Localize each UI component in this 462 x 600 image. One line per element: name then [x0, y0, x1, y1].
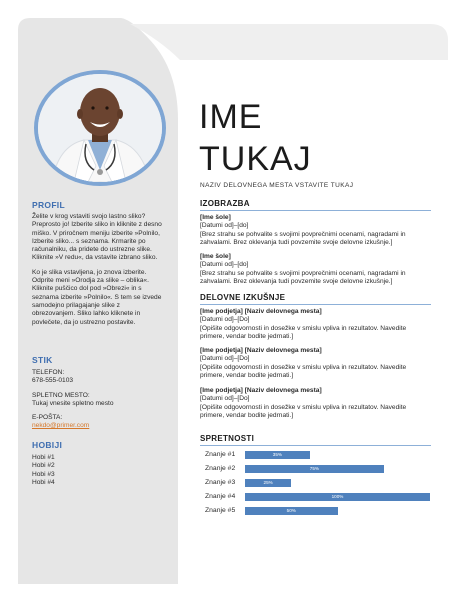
header-shape [130, 24, 448, 60]
skill-row [200, 464, 432, 476]
skill-label: Znanje #5 [205, 507, 236, 514]
skills-heading: SPRETNOSTI [200, 434, 431, 446]
profile-paragraph-2: Ko je slika vstavljena, jo znova izberite. Odprite meni »Orodja za slike – oblika«. Kliknite puščico dol pod »Obrezi« in s seznama izberite »Polnilo«. S tem se izvede samodejno prilagajanje slike z obrezovanjem. Sliko lahko kliknete in povlečete, da jo ustrezno postavite. [32, 268, 162, 326]
experience-entry [200, 347, 432, 380]
profile-photo [38, 74, 162, 182]
skill-percent: 50% [286, 508, 296, 513]
job-company-title: [Ime podjetja] [Naziv delovnega mesta] [200, 347, 322, 354]
school-description: [Brez strahu se pohvalite s svojimi povprečnimi ocenami, nagradami in zahvalami. Brez oklevanja tudi povzemite svoje delovne izkušnje.] [200, 269, 406, 285]
website-value: Tukaj vnesite spletno mesto [32, 399, 114, 407]
education-entry [200, 253, 432, 286]
email-link[interactable]: nekdo@primer.com [32, 422, 90, 430]
skill-bar [245, 493, 430, 501]
contact-heading: STIK [32, 355, 53, 365]
job-dates: [Datumi od]–[Do] [200, 395, 250, 403]
skill-bar [245, 465, 384, 473]
skill-label: Znanje #1 [205, 451, 236, 458]
skill-percent: 35% [272, 452, 282, 457]
skill-bar [245, 479, 291, 487]
job-title: NAZIV DELOVNEGA MESTA VSTAVITE TUKAJ [200, 182, 354, 189]
skill-row [200, 450, 432, 462]
job-description: [Opišite odgovornosti in dosežke v smislu vpliva in rezultatov. Navedite primere, vendar bodite jedrnati.] [200, 363, 407, 379]
job-dates: [Datumi od]–[Do] [200, 316, 250, 324]
hobby-item: Hobi #3 [32, 470, 55, 478]
name-line-1: IME [199, 98, 263, 136]
phone-label: TELEFON: [32, 369, 65, 376]
person-illustration [38, 74, 162, 182]
job-description: [Opišite odgovornosti in dosežke v smislu vpliva in rezultatov. Navedite primere, vendar bodite jedrnati.] [200, 324, 407, 340]
skill-bar [245, 451, 310, 459]
hobby-item: Hobi #4 [32, 478, 55, 486]
job-dates: [Datumi od]–[Do] [200, 355, 250, 363]
skill-bar [245, 507, 338, 515]
experience-heading: DELOVNE IZKUŠNJE [200, 293, 431, 305]
website-label: SPLETNO MESTO: [32, 391, 90, 399]
hobbies-list [32, 454, 164, 487]
experience-entry [200, 308, 432, 341]
profile-text [32, 213, 164, 330]
skill-percent: 75% [309, 466, 319, 471]
education-entry [200, 214, 432, 247]
job-description: [Opišite odgovornosti in dosežke v smislu vpliva in rezultatov. Navedite primere, vendar bodite jedrnati.] [200, 403, 407, 419]
skill-label: Znanje #3 [205, 479, 236, 486]
hobby-item: Hobi #1 [32, 454, 55, 461]
skill-percent: 25% [263, 480, 273, 485]
skill-percent: 100% [331, 494, 344, 499]
email-label: E-POŠTA: [32, 414, 63, 422]
hobby-item: Hobi #2 [32, 462, 55, 470]
school-description: [Brez strahu se pohvalite s svojimi povprečnimi ocenami, nagradami in zahvalami. Brez oklevanja tudi povzemite svoje delovne izkušnje.] [200, 230, 406, 246]
skill-row [200, 478, 432, 490]
experience-entry [200, 387, 432, 420]
skill-label: Znanje #2 [205, 465, 236, 472]
skill-label: Znanje #4 [205, 493, 236, 500]
name-line-2: TUKAJ [199, 140, 312, 178]
education-heading: IZOBRAZBA [200, 199, 431, 211]
skill-row [200, 506, 432, 518]
hobbies-heading: HOBIJI [32, 440, 63, 450]
school-dates: [Datumi od]–[do] [200, 222, 249, 230]
school-name: [Ime šole] [200, 253, 231, 260]
job-company-title: [Ime podjetja] [Naziv delovnega mesta] [200, 387, 322, 394]
school-name: [Ime šole] [200, 214, 231, 221]
profile-heading: PROFIL [32, 200, 65, 210]
skill-row [200, 492, 432, 504]
contact-info [32, 369, 164, 431]
school-dates: [Datumi od]–[do] [200, 261, 249, 269]
profile-paragraph-1: Želite v krog vstaviti svojo lastno sliko? Preprosto jo! Izberite sliko in kliknite z desno miško. V priročnem meniju izberite »Polnilo, Izberite sliko... s seznama. Krmarite po računalniku, da pridete do ustrezne slike. Kliknite »V redu«, da vstavite izbrano sliko. [32, 213, 162, 262]
phone-value: 678-555-0103 [32, 377, 74, 385]
job-company-title: [Ime podjetja] [Naziv delovnega mesta] [200, 308, 322, 315]
